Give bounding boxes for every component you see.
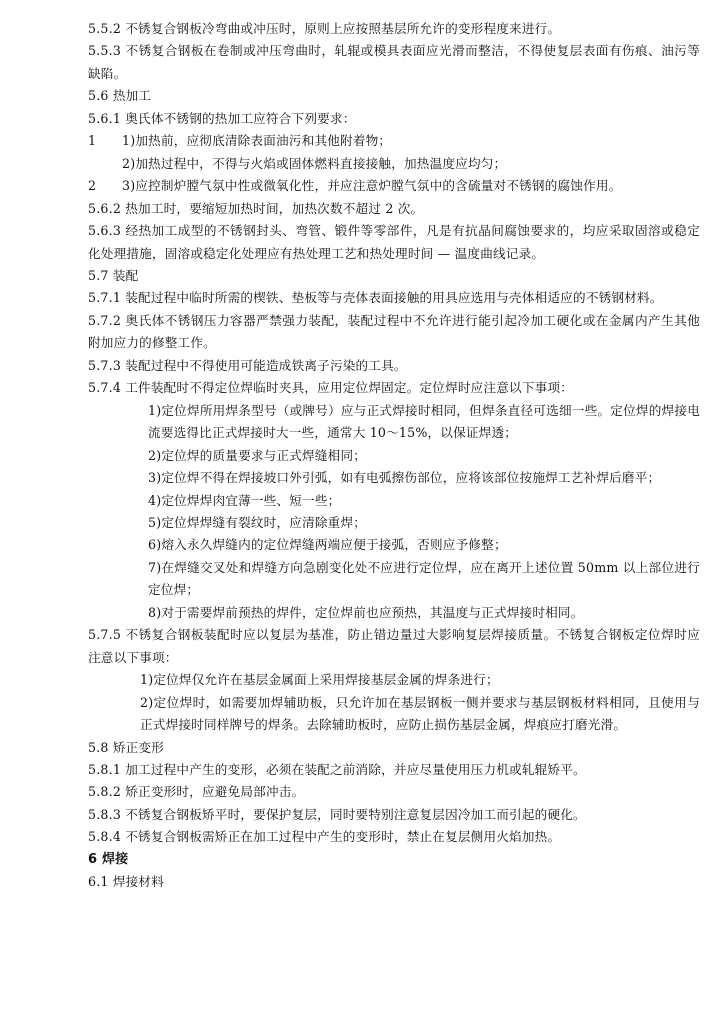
list-item: 1)定位焊所用焊条型号（或牌号）应与正式焊接时相同，但焊条直径可选细一些。定位焊的焊接电流要选得比正式焊接时大一些，通常大 10～15%，以保证焊透； bbox=[148, 402, 700, 441]
para-5-6-1: 5.6.1 奥氏体不锈钢的热加工应符合下列要求： bbox=[88, 110, 356, 126]
heading-5-6: 5.6 热加工 bbox=[88, 88, 152, 104]
list-item-text: 1)加热前，应彻底清除表面油污和其他附着物； bbox=[122, 133, 392, 149]
list-number: 2 bbox=[88, 178, 97, 194]
list-item-text: 3)应控制炉膛气氛中性或微氧化性，并应注意炉膛气氛中的含硫量对不锈钢的腐蚀作用。 bbox=[122, 178, 622, 194]
para-5-8-4: 5.8.4 不锈复合钢板需矫正在加工过程中产生的变形时，禁止在复层侧用火焰加热。 bbox=[88, 829, 561, 845]
list-item: 2)定位焊时，如需要加焊辅助板，只允许加在基层钢板一侧并要求与基层钢板材料相同，且使用与正式焊接时同样牌号的焊条。去除辅助板时，应防止损伤基层金属，焊痕应打磨光滑。 bbox=[140, 694, 700, 733]
list-number: 1 bbox=[88, 133, 97, 149]
sub-list-5-7-4 bbox=[88, 400, 700, 625]
para-5-8-3: 5.8.3 不锈复合钢板矫平时，要保护复层，同时要特别注意复层因冷加工而引起的硬化。 bbox=[88, 806, 586, 822]
heading-5-7: 5.7 装配 bbox=[88, 267, 139, 283]
heading-5-8: 5.8 矫正变形 bbox=[88, 739, 165, 755]
list-item: 3)定位焊不得在焊接坡口外引弧，如有电弧擦伤部位，应将该部位按施焊工艺补焊后磨平； bbox=[148, 470, 661, 486]
list-row-2 bbox=[88, 175, 700, 197]
para-5-8-1: 5.8.1 加工过程中产生的变形，必须在装配之前消除，并应尽量使用压力机或轧辊矫平。 bbox=[88, 761, 586, 777]
list-item: 1)定位焊仅允许在基层金属面上采用焊接基层金属的焊条进行； bbox=[140, 672, 499, 688]
list-row-1 bbox=[88, 130, 700, 152]
para-5-7-5: 5.7.5 不锈复合钢板装配时应以复层为基准，防止错边量过大影响复层焊接质量。不锈复合钢板定位焊时应注意以下事项： bbox=[88, 627, 700, 665]
para-5-8-2: 5.8.2 矫正变形时，应避免局部冲击。 bbox=[88, 784, 305, 800]
list-item-text: 2)加热过程中，不得与火焰或固体燃料直接接触，加热温度应均匀； bbox=[122, 155, 507, 171]
para-5-7-4: 5.7.4 工件装配时不得定位焊临时夹具，应用定位焊固定。定位焊时应注意以下事项： bbox=[88, 380, 574, 396]
para-5-6-3: 5.6.3 经热加工成型的不锈钢封头、弯管、锻件等零部件，凡是有抗晶间腐蚀要求的，均应采取固溶或稳定化处理措施，固溶或稳定化处理应有热处理工艺和热处理时间 — 温度曲线记录。 bbox=[88, 223, 700, 261]
document-page bbox=[88, 18, 700, 894]
heading-6-1: 6.1 焊接材料 bbox=[88, 874, 165, 890]
para-5-6-2: 5.6.2 热加工时，要缩短加热时间，加热次数不超过 2 次。 bbox=[88, 200, 424, 216]
para-5-7-2: 5.7.2 奥氏体不锈钢压力容器严禁强力装配，装配过程中不允许进行能引起冷加工硬化或在金属内产生其他附加应力的修整工作。 bbox=[88, 312, 700, 351]
para-5-5-2: 5.5.2 不锈复合钢板冷弯曲或冲压时，原则上应按照基层所允许的变形程度来进行。 bbox=[88, 21, 561, 36]
para-5-5-3: 5.5.3 不锈复合钢板在卷制或冲压弯曲时，轧辊或模具表面应光滑而整洁，不得使复层表面有伤痕、油污等缺陷。 bbox=[88, 43, 700, 81]
list-item: 7)在焊缝交叉处和焊缝方向急剧变化处不应进行定位焊，应在离开上述位置 50mm 以上部位进行定位焊； bbox=[148, 559, 700, 598]
list-item: 5)定位焊焊缝有裂纹时，应清除重焊； bbox=[148, 514, 367, 530]
sub-list-5-7-5 bbox=[88, 669, 700, 736]
list-item: 8)对于需要焊前预热的焊件，定位焊前也应预热，其温度与正式焊接时相同。 bbox=[148, 604, 584, 620]
list-item: 4)定位焊焊肉宜薄一些、短一些； bbox=[148, 492, 341, 508]
para-5-7-1: 5.7.1 装配过程中临时所需的楔铁、垫板等与壳体表面接触的用具应选用与壳体相适应的不锈钢材料。 bbox=[88, 290, 663, 306]
para-5-7-3: 5.7.3 装配过程中不得使用可能造成铁离子污染的工具。 bbox=[88, 357, 407, 373]
list-item: 2)定位焊的质量要求与正式焊缝相同； bbox=[148, 447, 367, 463]
list-item: 6)熔入永久焊缝内的定位焊缝两端应便于接弧，否则应予修整； bbox=[148, 537, 507, 553]
heading-6-welding: 6 焊接 bbox=[88, 851, 129, 867]
